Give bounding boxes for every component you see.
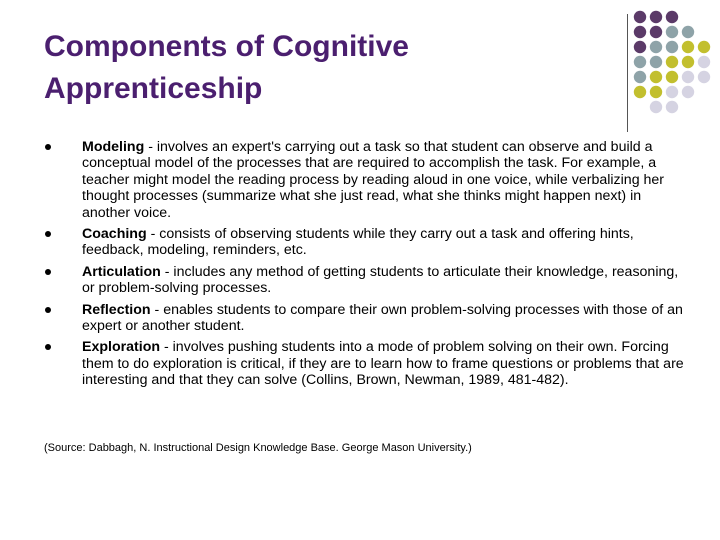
divider-line: [627, 14, 628, 132]
decorative-dot: [634, 71, 646, 83]
decorative-dot: [650, 26, 662, 38]
bullet-term: Reflection: [82, 301, 151, 318]
decorative-dot: [666, 56, 678, 68]
bullet-text: - involves pushing students into a mode of problem solving on their own. Forcing them to do exploration is critical, if they are to learn how to frame questions or problems that are interesting and that they can solve (Collins, Brown, Newman, 1989, 481-482).: [82, 339, 684, 389]
decorative-dot: [698, 71, 710, 83]
bullet-text: - includes any method of getting students to articulate their knowledge, reasoning, or problem-solving processes.: [82, 263, 679, 297]
bullet-term: Coaching: [82, 226, 147, 243]
decorative-dot: [666, 11, 678, 23]
decorative-dot: [666, 71, 678, 83]
bullet-dot-icon: [45, 344, 51, 350]
bullet-dot-icon: [45, 144, 51, 150]
list-item: [44, 226, 684, 259]
bullet-term: Modeling: [82, 139, 145, 155]
source-citation: (Source: Dabbagh, N. Instructional Design Knowledge Base. George Mason University.): [44, 442, 472, 454]
decorative-dot: [666, 41, 678, 53]
decorative-dot: [650, 41, 662, 53]
decorative-dot: [634, 26, 646, 38]
decorative-dot: [634, 11, 646, 23]
bullet-dot-icon: [45, 307, 51, 313]
bullet-text: - involves an expert's carrying out a task so that student can observe and build a conceptual model of the processes that are required to accomplish the task. For example, a teacher might model the reading process by reading aloud in one voice, while verbalizing her thought processes (summarize what she just read, what she thinks might happen next) in another voice.: [82, 139, 665, 221]
bullet-dot-icon: [45, 269, 51, 275]
slide-title: Components of Cognitive Apprenticeship: [44, 30, 409, 105]
bullet-dot-icon: [45, 231, 51, 237]
decorative-dot: [634, 41, 646, 53]
list-item: [44, 139, 684, 221]
list-item: [44, 302, 684, 335]
bullet-text: - consists of observing students while they carry out a task and offering hints, feedback, modeling, reminders, etc.: [82, 226, 634, 259]
decorative-dot: [650, 101, 662, 113]
decorative-dot: [650, 56, 662, 68]
decorative-dot: [682, 71, 694, 83]
list-item: [44, 339, 684, 388]
decorative-dot: [682, 56, 694, 68]
bullet-term: Exploration: [82, 339, 161, 356]
decorative-dot: [682, 41, 694, 53]
decorative-dot: [666, 26, 678, 38]
decorative-dot: [682, 86, 694, 98]
decorative-dot: [650, 71, 662, 83]
bullet-list: [44, 139, 684, 394]
list-item: [44, 264, 684, 297]
decorative-dot: [650, 86, 662, 98]
decorative-dot: [666, 101, 678, 113]
decorative-dot: [698, 56, 710, 68]
decorative-dot: [650, 11, 662, 23]
decorative-dot: [698, 41, 710, 53]
decorative-dot: [634, 56, 646, 68]
bullet-text: - enables students to compare their own problem-solving processes with those of an expert or another student.: [82, 301, 683, 335]
decorative-dot: [634, 86, 646, 98]
decorative-dot: [666, 86, 678, 98]
decorative-dot: [682, 26, 694, 38]
bullet-term: Articulation: [82, 263, 161, 280]
